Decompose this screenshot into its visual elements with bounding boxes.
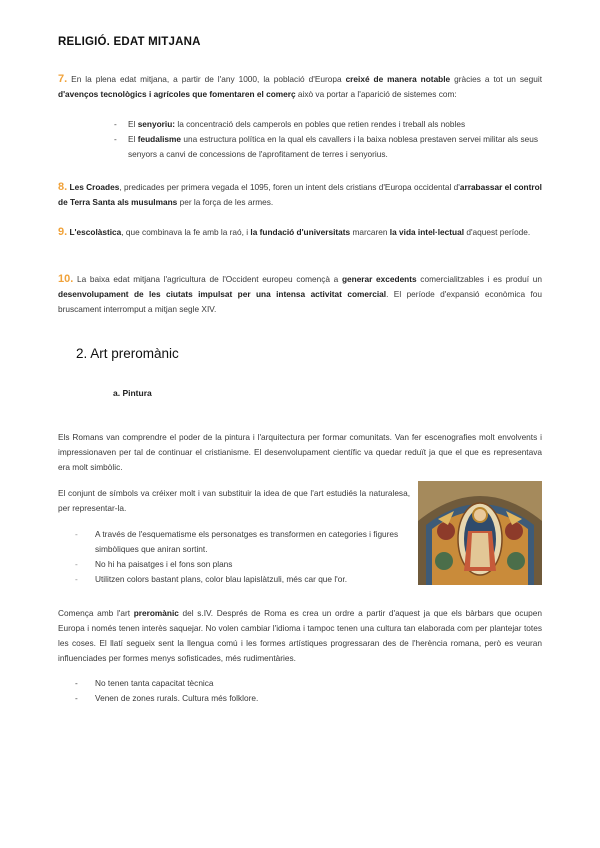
apse-painting-image — [418, 481, 542, 585]
list-item: - No hi ha paisatges i el fons son plans — [75, 559, 233, 569]
item-number: 8. — [58, 181, 68, 193]
item-number: 10. — [58, 273, 74, 285]
list-item: - El senyoriu: la concentració dels camperols en pobles que retien rendes i treball als nobles — [114, 119, 466, 129]
paragraph-7: 7. En la plena edat mitjana, a partir de l'any 1000, la població d'Europa creixé de manera notable gràcies a tot un seguit d'avenços tecnològics i agrícoles que fomentaren el comerç això va portar a l'aparició de sistemes com: — [58, 73, 543, 99]
item-number: 9. — [58, 226, 68, 238]
item-number: 7. — [58, 73, 68, 85]
list-item: - A través de l'esquematisme els personatges es transformen en categories i figures simbòliques que aniran sortint. — [75, 529, 399, 554]
list-item: - El feudalisme una estructura política en la qual els cavallers i la baixa noblesa prestaven servei militar als seus senyors a canvi de concessions de l'aprofitament de terres i senyorius. — [114, 134, 538, 159]
paragraph-simbols: El conjunt de símbols va créixer molt i van substituir la idea de que l'art estudiés la naturalesa, per representar-la. — [58, 488, 410, 513]
paragraph-romans: Els Romans van comprendre el poder de la pintura i l'arquitectura per formar comunitats. Van fer escenografies molt envolvents i impressionaven per tal de continuar el cristianisme. El desenvolupament científic va quedar reduït ja que el que es representava era molt simbòlic. — [58, 432, 542, 472]
list-item: - No tenen tanta capacitat tècnica — [75, 678, 214, 688]
subsection-heading: a. Pintura — [113, 388, 152, 398]
paragraph-10: 10. La baixa edat mitjana l'agricultura de l'Occident europeu començà a generar excedents comercialitzables i es produí un desenvolupament de les ciutats impulsat per una intensa activitat comercial. El període d'expansió econòmica fou bruscament interromput a mitjan segle XIV. — [58, 273, 542, 314]
paragraph-8: 8. Les Croades, predicades per primera vegada el 1095, foren un intent dels cristians d'Europa occidental d'arrabassar el control de Terra Santa als musulmans per la força de les armes. — [58, 181, 542, 207]
paragraph-preromanic: Comença amb l'art preromànic del s.IV. Després de Roma es crea un ordre a partir d'aquest ja que els bàrbars que ocupen Europa i només tenen interès saquejar. No volen cambiar l'idioma i tampoc tenen una cultura tan elaborada com per plantejar totes les coses. El llatí segueix sent la llengua comú i les formes artístiques progressaran des de l'herència romana, però es veuran influenciades per formes menys sofisticades, més rudimentàries. — [58, 608, 542, 663]
list-item: - Venen de zones rurals. Cultura més folklore. — [75, 693, 259, 703]
bullet-list-pintura — [75, 527, 415, 587]
document-title: RELIGIÓ. EDAT MITJANA — [58, 36, 201, 48]
bullet-list-preromanic — [75, 676, 535, 706]
bullet-list-systems — [114, 117, 542, 162]
section-heading: 2. Art preromànic — [76, 346, 179, 361]
christ-pantocrator-illustration — [418, 481, 542, 585]
paragraph-9: 9. L'escolàstica, que combinava la fe amb la raó, i la fundació d'universitats marcaren la vida intel·lectual d'aquest període. — [58, 226, 531, 238]
list-item: - Utilitzen colors bastant plans, color blau lapislàtzuli, més car que l'or. — [75, 574, 347, 584]
